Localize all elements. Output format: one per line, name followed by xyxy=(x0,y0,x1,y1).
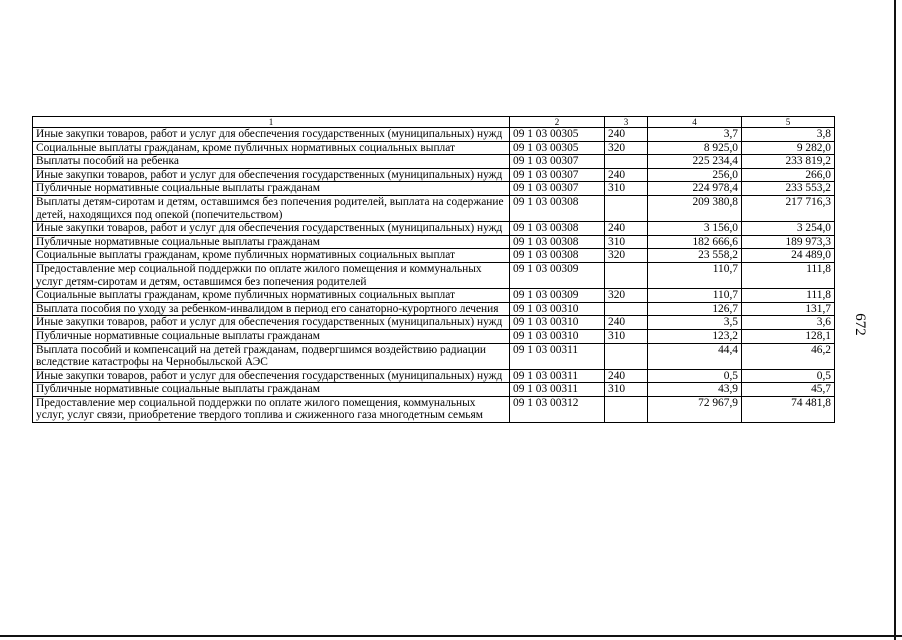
row-code: 09 1 03 00307 xyxy=(510,168,605,182)
table-row xyxy=(33,396,835,422)
header-row xyxy=(33,117,835,128)
row-expense-type: 320 xyxy=(605,249,648,263)
row-code: 09 1 03 00309 xyxy=(510,289,605,303)
row-value-year-2: 189 973,3 xyxy=(742,235,835,249)
table-row xyxy=(33,262,835,288)
row-value-year-1: 8 925,0 xyxy=(648,141,742,155)
row-code: 09 1 03 00311 xyxy=(510,369,605,383)
table-header xyxy=(33,117,835,128)
table-row xyxy=(33,369,835,383)
row-name: Публичные нормативные социальные выплаты гражданам xyxy=(33,182,510,196)
row-name: Выплата пособий и компенсаций на детей гражданам, подвергшимся воздействию радиации вследствие катастрофы на Чернобыльской АЭС xyxy=(33,343,510,369)
scan-border-right xyxy=(894,0,896,640)
row-value-year-1: 224 978,4 xyxy=(648,182,742,196)
row-expense-type: 320 xyxy=(605,141,648,155)
row-value-year-1: 182 666,6 xyxy=(648,235,742,249)
row-value-year-1: 110,7 xyxy=(648,289,742,303)
scan-border-bottom xyxy=(0,635,902,637)
row-value-year-1: 72 967,9 xyxy=(648,396,742,422)
table-row xyxy=(33,128,835,142)
row-expense-type xyxy=(605,396,648,422)
row-expense-type xyxy=(605,262,648,288)
row-expense-type: 240 xyxy=(605,168,648,182)
row-code: 09 1 03 00311 xyxy=(510,383,605,397)
row-code: 09 1 03 00308 xyxy=(510,249,605,263)
row-value-year-2: 128,1 xyxy=(742,329,835,343)
row-value-year-2: 3 254,0 xyxy=(742,222,835,236)
table-row xyxy=(33,141,835,155)
row-name: Иные закупки товаров, работ и услуг для обеспечения государственных (муниципальных) нужд xyxy=(33,128,510,142)
table-body xyxy=(33,128,835,423)
row-name: Иные закупки товаров, работ и услуг для обеспечения государственных (муниципальных) нужд xyxy=(33,316,510,330)
row-value-year-2: 266,0 xyxy=(742,168,835,182)
row-expense-type: 310 xyxy=(605,235,648,249)
row-code: 09 1 03 00312 xyxy=(510,396,605,422)
table-row xyxy=(33,195,835,221)
row-expense-type: 240 xyxy=(605,128,648,142)
row-expense-type: 310 xyxy=(605,182,648,196)
row-code: 09 1 03 00310 xyxy=(510,329,605,343)
row-expense-type xyxy=(605,343,648,369)
row-code: 09 1 03 00310 xyxy=(510,316,605,330)
row-value-year-2: 131,7 xyxy=(742,302,835,316)
row-value-year-2: 9 282,0 xyxy=(742,141,835,155)
row-value-year-2: 3,6 xyxy=(742,316,835,330)
row-value-year-2: 111,8 xyxy=(742,262,835,288)
row-expense-type xyxy=(605,195,648,221)
row-code: 09 1 03 00305 xyxy=(510,141,605,155)
row-code: 09 1 03 00308 xyxy=(510,235,605,249)
row-value-year-1: 3 156,0 xyxy=(648,222,742,236)
row-value-year-1: 110,7 xyxy=(648,262,742,288)
header-col-3: 3 xyxy=(605,117,648,128)
row-value-year-2: 233 819,2 xyxy=(742,155,835,169)
row-value-year-1: 23 558,2 xyxy=(648,249,742,263)
row-value-year-1: 3,7 xyxy=(648,128,742,142)
row-value-year-2: 45,7 xyxy=(742,383,835,397)
row-name: Социальные выплаты гражданам, кроме публичных нормативных социальных выплат xyxy=(33,141,510,155)
row-name: Иные закупки товаров, работ и услуг для обеспечения государственных (муниципальных) нужд xyxy=(33,222,510,236)
row-expense-type xyxy=(605,155,648,169)
table-row xyxy=(33,343,835,369)
header-col-2: 2 xyxy=(510,117,605,128)
row-value-year-2: 24 489,0 xyxy=(742,249,835,263)
row-expense-type: 310 xyxy=(605,329,648,343)
row-value-year-2: 46,2 xyxy=(742,343,835,369)
row-expense-type: 240 xyxy=(605,316,648,330)
row-name: Публичные нормативные социальные выплаты гражданам xyxy=(33,329,510,343)
row-expense-type: 310 xyxy=(605,383,648,397)
row-value-year-1: 256,0 xyxy=(648,168,742,182)
table-row xyxy=(33,155,835,169)
row-name: Выплаты пособий на ребенка xyxy=(33,155,510,169)
page-number: 672 xyxy=(851,313,868,336)
row-code: 09 1 03 00310 xyxy=(510,302,605,316)
row-code: 09 1 03 00307 xyxy=(510,155,605,169)
table-row xyxy=(33,289,835,303)
row-name: Публичные нормативные социальные выплаты гражданам xyxy=(33,383,510,397)
row-value-year-2: 217 716,3 xyxy=(742,195,835,221)
header-col-1: 1 xyxy=(33,117,510,128)
row-value-year-1: 209 380,8 xyxy=(648,195,742,221)
table-row xyxy=(33,329,835,343)
row-name: Социальные выплаты гражданам, кроме публичных нормативных социальных выплат xyxy=(33,289,510,303)
row-name: Публичные нормативные социальные выплаты гражданам xyxy=(33,235,510,249)
table-row xyxy=(33,222,835,236)
table-row xyxy=(33,302,835,316)
row-value-year-1: 44,4 xyxy=(648,343,742,369)
row-name: Предоставление мер социальной поддержки по оплате жилого помещения, коммунальных услуг, услуг связи, приобретение твердого топлива и сжиженного газа многодетным семьям xyxy=(33,396,510,422)
row-value-year-1: 126,7 xyxy=(648,302,742,316)
row-value-year-1: 123,2 xyxy=(648,329,742,343)
row-value-year-1: 0,5 xyxy=(648,369,742,383)
table-row xyxy=(33,168,835,182)
row-expense-type: 240 xyxy=(605,369,648,383)
table-row xyxy=(33,316,835,330)
row-code: 09 1 03 00305 xyxy=(510,128,605,142)
row-name: Иные закупки товаров, работ и услуг для обеспечения государственных (муниципальных) нужд xyxy=(33,168,510,182)
row-expense-type: 240 xyxy=(605,222,648,236)
row-code: 09 1 03 00309 xyxy=(510,262,605,288)
row-value-year-2: 111,8 xyxy=(742,289,835,303)
row-expense-type xyxy=(605,302,648,316)
row-expense-type: 320 xyxy=(605,289,648,303)
table-row xyxy=(33,182,835,196)
row-value-year-2: 3,8 xyxy=(742,128,835,142)
row-name: Социальные выплаты гражданам, кроме публичных нормативных социальных выплат xyxy=(33,249,510,263)
table-row xyxy=(33,249,835,263)
row-value-year-2: 0,5 xyxy=(742,369,835,383)
budget-table xyxy=(32,116,835,423)
row-code: 09 1 03 00308 xyxy=(510,222,605,236)
row-value-year-1: 43,9 xyxy=(648,383,742,397)
row-value-year-1: 225 234,4 xyxy=(648,155,742,169)
row-value-year-2: 233 553,2 xyxy=(742,182,835,196)
row-value-year-1: 3,5 xyxy=(648,316,742,330)
header-col-5: 5 xyxy=(742,117,835,128)
row-name: Выплата пособия по уходу за ребенком-инвалидом в период его санаторно-курортного лечения xyxy=(33,302,510,316)
row-code: 09 1 03 00307 xyxy=(510,182,605,196)
row-value-year-2: 74 481,8 xyxy=(742,396,835,422)
table-row xyxy=(33,383,835,397)
header-col-4: 4 xyxy=(648,117,742,128)
table-row xyxy=(33,235,835,249)
row-name: Выплаты детям-сиротам и детям, оставшимся без попечения родителей, выплата на содержание детей, находящихся под опекой (попечительством) xyxy=(33,195,510,221)
row-code: 09 1 03 00308 xyxy=(510,195,605,221)
row-name: Предоставление мер социальной поддержки по оплате жилого помещения и коммунальных услуг детям-сиротам и детям, оставшимся без попечения родителей xyxy=(33,262,510,288)
row-name: Иные закупки товаров, работ и услуг для обеспечения государственных (муниципальных) нужд xyxy=(33,369,510,383)
row-code: 09 1 03 00311 xyxy=(510,343,605,369)
